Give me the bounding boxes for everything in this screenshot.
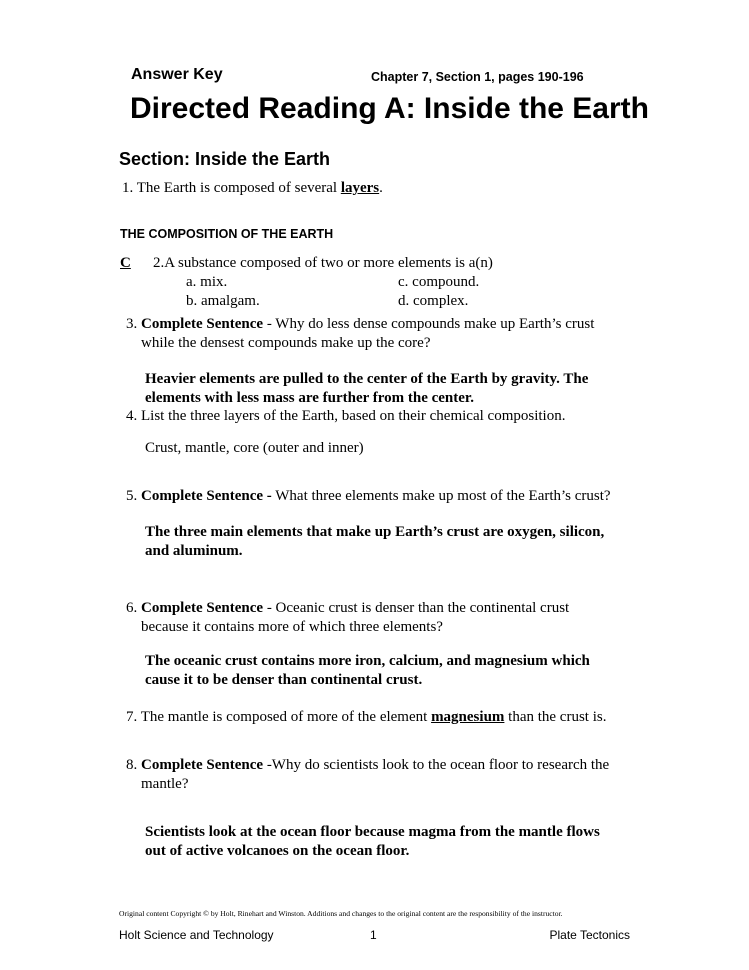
- question-5: [126, 488, 611, 505]
- answer-key-label: Answer Key: [131, 66, 223, 83]
- q8-answer-line2: out of active volcanoes on the ocean floor.: [145, 843, 410, 859]
- question-7: [126, 709, 606, 726]
- q2-option-c: c. compound.: [398, 274, 480, 290]
- page-number: 1: [370, 928, 377, 942]
- q7-text: 7. The mantle is composed of more of the element: [126, 709, 432, 725]
- question-1: [122, 180, 383, 197]
- q5-num: 5.: [126, 488, 141, 504]
- q8-answer-line1: Scientists look at the ocean floor because magma from the mantle flows: [145, 824, 600, 840]
- q3-answer-line2: elements with less mass are further from the center.: [145, 390, 474, 406]
- q5-answer-line1: The three main elements that make up Earth’s crust are oxygen, silicon,: [145, 524, 605, 540]
- q3-num: 3.: [126, 316, 141, 332]
- q8-label: Complete Sentence: [141, 757, 264, 773]
- q8-num: 8.: [126, 757, 141, 773]
- question-6: [126, 600, 569, 617]
- q8-text2: mantle?: [141, 776, 189, 792]
- q6-answer-line1: The oceanic crust contains more iron, calcium, and magnesium which: [145, 653, 590, 669]
- q6-num: 6.: [126, 600, 141, 616]
- q3-answer-line1: Heavier elements are pulled to the center of the Earth by gravity. The: [145, 371, 589, 387]
- q3-text: - Why do less dense compounds make up Earth’s crust: [263, 316, 595, 332]
- q6-text2: because it contains more of which three elements?: [141, 619, 443, 635]
- subheading: THE COMPOSITION OF THE EARTH: [120, 227, 334, 241]
- q2-option-d: d. complex.: [398, 293, 469, 309]
- page-title: Directed Reading A: Inside the Earth: [130, 92, 649, 125]
- q4-answer: Crust, mantle, core (outer and inner): [145, 440, 364, 456]
- question-8: [126, 757, 609, 774]
- q5-answer-line2: and aluminum.: [145, 543, 243, 559]
- section-heading: Section: Inside the Earth: [119, 149, 331, 169]
- q8-text: -Why do scientists look to the ocean floor to research the: [263, 757, 610, 773]
- q6-text: - Oceanic crust is denser than the continental crust: [263, 600, 570, 616]
- footer-publisher: Holt Science and Technology: [119, 928, 274, 942]
- footer-unit: Plate Tectonics: [549, 928, 630, 942]
- copyright-notice: Original content Copyright © by Holt, Rinehart and Winston. Additions and changes to the original content are the responsibility of the instructor.: [119, 909, 563, 918]
- q6-answer-line2: cause it to be denser than continental crust.: [145, 672, 423, 688]
- q2-option-a: a. mix.: [186, 274, 228, 290]
- question-3: [126, 316, 594, 333]
- q2-text: 2.A substance composed of two or more elements is a(n): [153, 255, 493, 271]
- q2-option-b: b. amalgam.: [186, 293, 260, 309]
- question-2: [120, 255, 493, 272]
- q7-post: than the crust is.: [504, 709, 607, 725]
- chapter-reference: Chapter 7, Section 1, pages 190-196: [371, 70, 584, 84]
- q6-label: Complete Sentence: [141, 600, 264, 616]
- q1-post: .: [379, 180, 383, 196]
- question-4: 4. List the three layers of the Earth, based on their chemical composition.: [126, 408, 566, 424]
- q1-answer: layers: [340, 180, 380, 196]
- q3-text2: while the densest compounds make up the core?: [141, 335, 431, 351]
- q1-text: 1. The Earth is composed of several: [122, 180, 341, 196]
- q2-answer: C: [120, 255, 131, 271]
- q3-label: Complete Sentence: [141, 316, 264, 332]
- q5-text: What three elements make up most of the Earth’s crust?: [271, 488, 611, 504]
- q5-label: Complete Sentence -: [141, 488, 272, 504]
- q7-answer: magnesium: [431, 709, 505, 725]
